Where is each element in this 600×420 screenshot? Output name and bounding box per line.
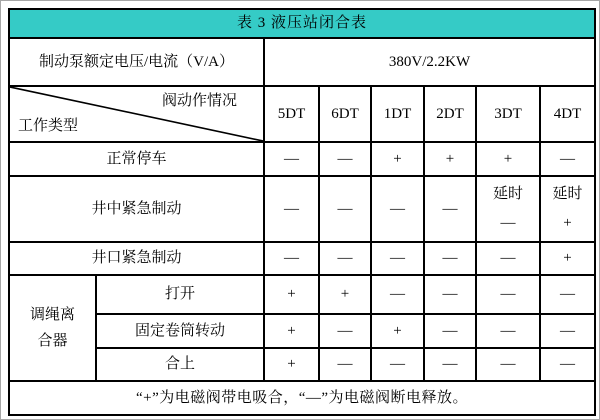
cell-value: — xyxy=(476,242,540,275)
header-work-type-label: 工作类型 xyxy=(18,118,79,135)
cell-value: — xyxy=(319,142,371,176)
cell-value: — xyxy=(424,314,476,348)
col-header-3dt: 3DT xyxy=(476,86,540,142)
cell-value: — xyxy=(424,242,476,275)
cell-value: — xyxy=(319,314,371,348)
cell-value: — xyxy=(540,348,595,381)
cell-value: — xyxy=(264,176,319,242)
cell-value: — xyxy=(319,348,371,381)
cell-value: + xyxy=(371,142,424,176)
cell-value: + xyxy=(476,142,540,176)
row-label: 井中紧急制动 xyxy=(9,176,264,242)
pump-rating-row xyxy=(9,38,595,86)
cell-value: — xyxy=(476,275,540,314)
cell-value: — xyxy=(476,314,540,348)
diagonal-header-cell xyxy=(9,86,264,142)
footnote-row xyxy=(9,381,595,415)
title-row xyxy=(9,9,595,38)
cell-value: + xyxy=(264,348,319,381)
cell-value: — xyxy=(476,348,540,381)
cell-value: + xyxy=(264,275,319,314)
cell-value: — xyxy=(264,142,319,176)
matrix-header-row xyxy=(9,86,595,142)
row-label: 固定卷筒转动 xyxy=(96,314,264,348)
row-label: 打开 xyxy=(96,275,264,314)
delay-symbol: + xyxy=(563,215,572,231)
cell-value: — xyxy=(424,176,476,242)
cell-value: + xyxy=(424,142,476,176)
row-label: 正常停车 xyxy=(9,142,264,176)
pump-rating-value: 380V/2.2KW xyxy=(264,38,595,86)
col-header-1dt: 1DT xyxy=(371,86,424,142)
table-title: 表 3 液压站闭合表 xyxy=(9,9,595,38)
col-header-5dt: 5DT xyxy=(264,86,319,142)
cell-value: — xyxy=(540,314,595,348)
clutch-group-label: 调绳离 合器 xyxy=(9,275,96,381)
legend-footnote: “+”为电磁阀带电吸合，“—”为电磁阀断电释放。 xyxy=(9,381,595,415)
cell-value: — xyxy=(540,142,595,176)
cell-value: — xyxy=(371,348,424,381)
row-label: 井口紧急制动 xyxy=(9,242,264,275)
row-label: 合上 xyxy=(96,348,264,381)
col-header-4dt: 4DT xyxy=(540,86,595,142)
col-header-6dt: 6DT xyxy=(319,86,371,142)
cell-value: — xyxy=(424,275,476,314)
header-valve-action-label: 阀动作情况 xyxy=(161,93,237,109)
delay-symbol: — xyxy=(500,215,516,231)
cell-value: — xyxy=(319,176,371,242)
cell-value: — xyxy=(540,275,595,314)
cell-value: — xyxy=(371,242,424,275)
cell-value-delayed xyxy=(476,176,540,242)
col-header-2dt: 2DT xyxy=(424,86,476,142)
pump-rating-label: 制动泵额定电压/电流（V/A） xyxy=(9,38,264,86)
row-midshaft-emergency-brake xyxy=(9,176,595,242)
row-clutch-open xyxy=(9,275,595,314)
cell-value: + xyxy=(319,275,371,314)
cell-value: — xyxy=(264,242,319,275)
row-clutch-close xyxy=(9,348,595,381)
cell-value: + xyxy=(371,314,424,348)
cell-value-delayed xyxy=(540,176,595,242)
cell-value: — xyxy=(371,176,424,242)
cell-value: — xyxy=(319,242,371,275)
row-clutch-fixed-drum xyxy=(9,314,595,348)
delay-label: 延时 xyxy=(552,186,583,202)
row-shaftmouth-emergency-brake xyxy=(9,242,595,275)
cell-value: — xyxy=(424,348,476,381)
cell-value: + xyxy=(264,314,319,348)
row-normal-stop xyxy=(9,142,595,176)
hydraulic-station-closing-table xyxy=(8,8,596,416)
cell-value: + xyxy=(540,242,595,275)
delay-label: 延时 xyxy=(492,186,523,202)
cell-value: — xyxy=(371,275,424,314)
